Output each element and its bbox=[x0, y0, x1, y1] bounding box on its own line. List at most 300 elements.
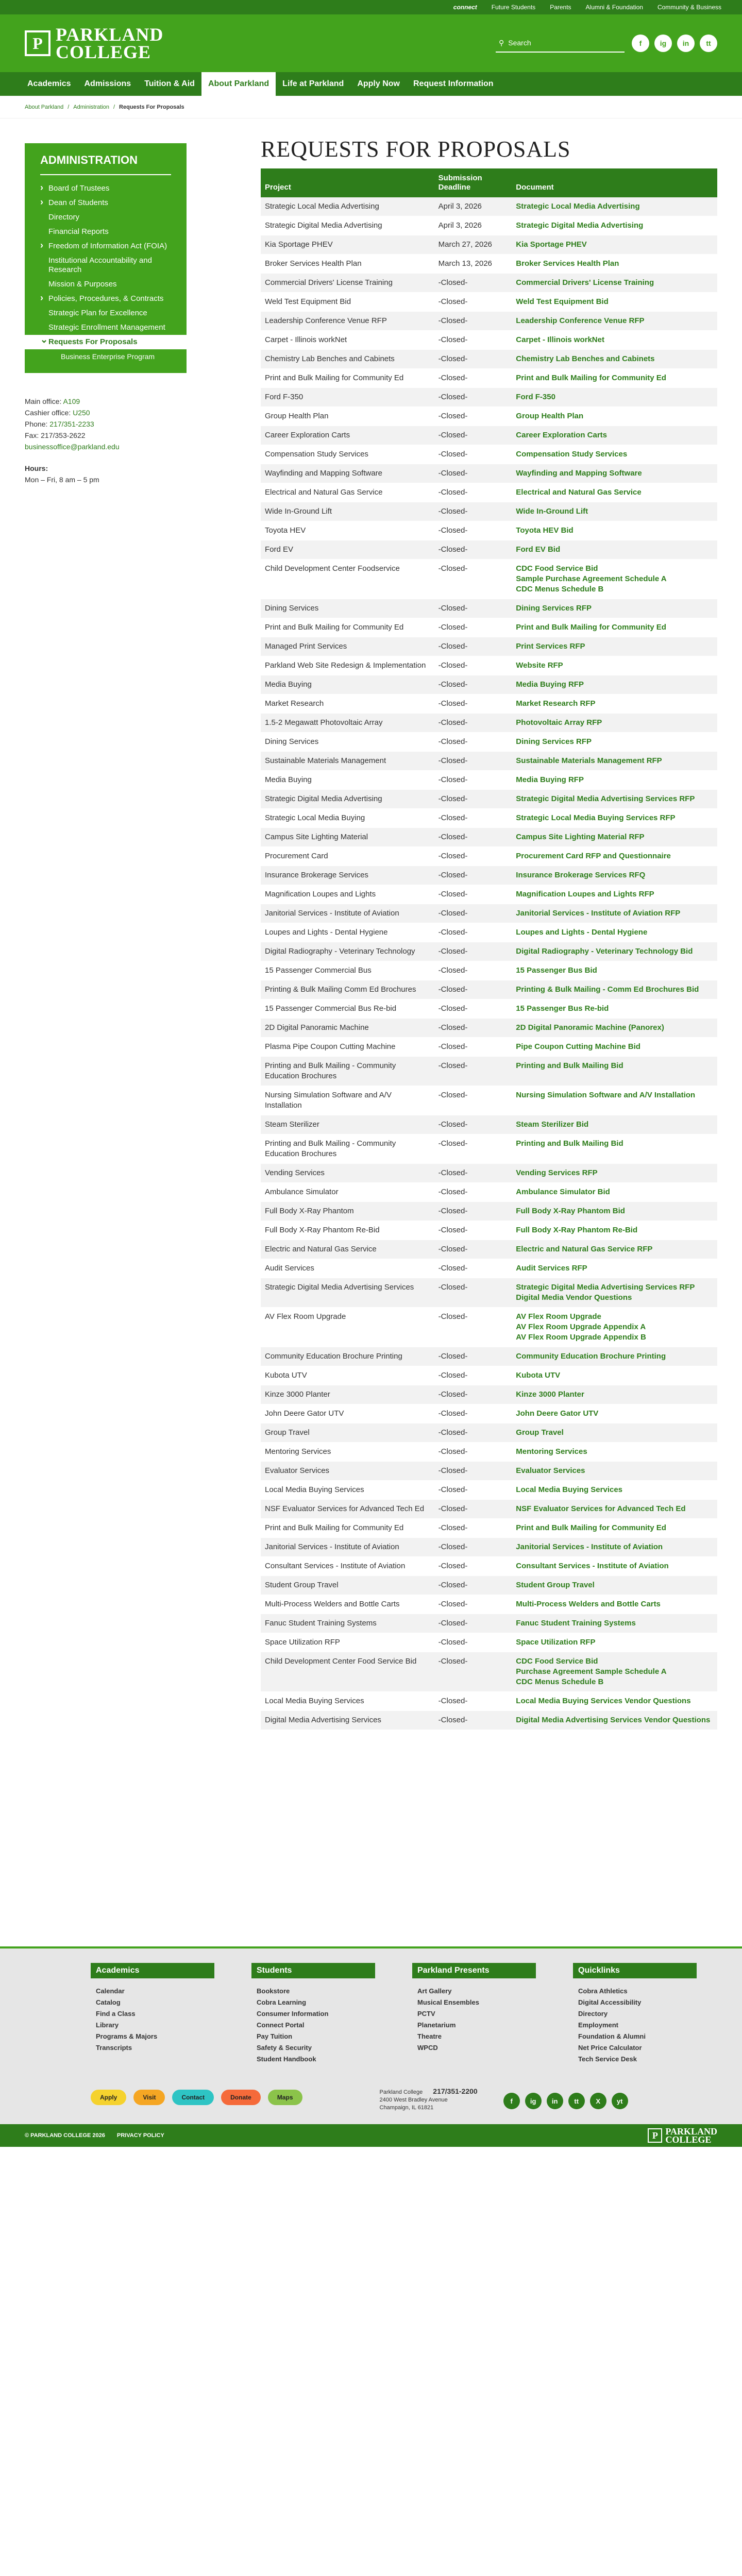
utility-link-alumni[interactable]: Alumni & Foundation bbox=[585, 4, 643, 11]
table-row bbox=[261, 790, 717, 809]
document-link[interactable]: Ford F-350 bbox=[516, 393, 555, 401]
deadline-cell: -Closed- bbox=[434, 656, 512, 675]
contact-button[interactable]: Contact bbox=[172, 2090, 214, 2105]
deadline-cell: -Closed- bbox=[434, 1692, 512, 1711]
utility-link-community[interactable]: Community & Business bbox=[657, 4, 721, 11]
footer-link-transcripts[interactable]: Transcripts bbox=[96, 2044, 132, 2052]
project-cell: Steam Sterilizer bbox=[261, 1115, 434, 1134]
document-link[interactable]: CDC Food Service Bid bbox=[516, 564, 598, 573]
footer-link-connect-portal[interactable]: Connect Portal bbox=[257, 2021, 305, 2029]
deadline-cell: -Closed- bbox=[434, 1164, 512, 1183]
document-cell bbox=[512, 1057, 717, 1086]
deadline-cell: -Closed- bbox=[434, 752, 512, 771]
footer-link-musical-ensembles[interactable]: Musical Ensembles bbox=[417, 1998, 479, 2006]
document-link[interactable]: AV Flex Room Upgrade bbox=[516, 1312, 601, 1321]
project-cell: Space Utilization RFP bbox=[261, 1633, 434, 1652]
deadline-cell: -Closed- bbox=[434, 714, 512, 733]
project-cell: Chemistry Lab Benches and Cabinets bbox=[261, 350, 434, 369]
deadline-cell: -Closed- bbox=[434, 1057, 512, 1086]
document-link[interactable]: Printing and Bulk Mailing Bid bbox=[516, 1139, 623, 1148]
document-link[interactable]: Full Body X-Ray Phantom Bid bbox=[516, 1207, 625, 1215]
column-header-document: Document bbox=[512, 168, 717, 197]
deadline-cell: -Closed- bbox=[434, 1038, 512, 1057]
sidebar bbox=[25, 143, 187, 1946]
sidebar-item-strategic-plan-for-excellence[interactable]: Strategic Plan for Excellence bbox=[48, 309, 147, 317]
document-link[interactable]: NSF Evaluator Services for Advanced Tech Ed bbox=[516, 1504, 686, 1513]
document-link[interactable]: Space Utilization RFP bbox=[516, 1638, 596, 1647]
table-header-row bbox=[261, 168, 717, 197]
document-cell bbox=[512, 1086, 717, 1115]
deadline-cell: -Closed- bbox=[434, 1221, 512, 1240]
project-cell: Printing and Bulk Mailing - Community Education Brochures bbox=[261, 1057, 434, 1086]
document-cell bbox=[512, 599, 717, 618]
document-link[interactable]: Toyota HEV Bid bbox=[516, 526, 574, 535]
deadline-cell: -Closed- bbox=[434, 1595, 512, 1614]
footer-link-find-a-class[interactable]: Find a Class bbox=[96, 2010, 136, 2018]
linkedin-icon[interactable]: in bbox=[677, 35, 695, 52]
project-cell: Strategic Local Media Advertising bbox=[261, 197, 434, 216]
document-link[interactable]: Compensation Study Services bbox=[516, 450, 628, 459]
document-link[interactable]: AV Flex Room Upgrade Appendix B bbox=[516, 1333, 646, 1342]
document-cell bbox=[512, 1240, 717, 1259]
document-link[interactable]: Digital Media Vendor Questions bbox=[516, 1293, 632, 1302]
project-cell: Local Media Buying Services bbox=[261, 1692, 434, 1711]
sidebar-item-requests-for-proposals[interactable]: ⌄ Requests For Proposals bbox=[25, 335, 187, 349]
project-cell: NSF Evaluator Services for Advanced Tech Ed bbox=[261, 1500, 434, 1519]
footer-link-library[interactable]: Library bbox=[96, 2021, 119, 2029]
project-cell: Community Education Brochure Printing bbox=[261, 1347, 434, 1366]
footer-phone[interactable]: 217/351-2200 bbox=[433, 2087, 478, 2095]
document-link[interactable]: Wide In-Ground Lift bbox=[516, 507, 588, 516]
project-cell: Printing & Bulk Mailing Comm Ed Brochures bbox=[261, 980, 434, 999]
utility-link-parents[interactable]: Parents bbox=[550, 4, 571, 11]
document-link[interactable]: Electric and Natural Gas Service RFP bbox=[516, 1245, 653, 1253]
nav-academics[interactable]: Academics bbox=[27, 79, 71, 88]
nav-admissions[interactable]: Admissions bbox=[84, 79, 131, 88]
document-link[interactable]: Sustainable Materials Management RFP bbox=[516, 756, 662, 765]
document-link[interactable]: Local Media Buying Services bbox=[516, 1485, 623, 1494]
nav-tuition-aid[interactable]: Tuition & Aid bbox=[144, 79, 195, 88]
table-row bbox=[261, 1164, 717, 1183]
document-cell bbox=[512, 885, 717, 904]
sidebar-item-mission-purposes[interactable]: Mission & Purposes bbox=[48, 280, 117, 289]
footer-link-directory[interactable]: Directory bbox=[578, 2010, 608, 2018]
document-link[interactable]: Dining Services RFP bbox=[516, 737, 592, 746]
fax: Fax: 217/353-2622 bbox=[25, 431, 86, 439]
facebook-icon[interactable]: f bbox=[632, 35, 649, 52]
table-row bbox=[261, 1462, 717, 1481]
document-link[interactable]: 2D Digital Panoramic Machine (Panorex) bbox=[516, 1023, 664, 1032]
document-link[interactable]: Digital Media Advertising Services Vendor Questions bbox=[516, 1716, 711, 1724]
footer-link-bookstore[interactable]: Bookstore bbox=[257, 1987, 290, 1995]
project-cell: Leadership Conference Venue RFP bbox=[261, 312, 434, 331]
footer-link-pay-tuition[interactable]: Pay Tuition bbox=[257, 2032, 293, 2040]
document-link[interactable]: Purchase Agreement Sample Schedule A bbox=[516, 1667, 667, 1676]
project-cell: Parkland Web Site Redesign & Implementation bbox=[261, 656, 434, 675]
nav-about-parkland[interactable]: About Parkland bbox=[201, 72, 276, 96]
nav-apply-now[interactable]: Apply Now bbox=[357, 79, 400, 88]
deadline-cell: -Closed- bbox=[434, 540, 512, 560]
deadline-cell: -Closed- bbox=[434, 599, 512, 618]
document-link[interactable]: Ford EV Bid bbox=[516, 545, 561, 554]
document-link[interactable]: Multi-Process Welders and Bottle Carts bbox=[516, 1600, 661, 1608]
document-link[interactable]: Nursing Simulation Software and A/V Installation bbox=[516, 1091, 696, 1099]
document-link[interactable]: CDC Menus Schedule B bbox=[516, 585, 604, 594]
footer-link-pctv[interactable]: PCTV bbox=[417, 2010, 435, 2018]
document-cell bbox=[512, 274, 717, 293]
address-line-1: 2400 West Bradley Avenue bbox=[379, 2097, 448, 2103]
deadline-cell: -Closed- bbox=[434, 560, 512, 599]
document-link[interactable]: Ambulance Simulator Bid bbox=[516, 1188, 610, 1196]
document-link[interactable]: Sample Purchase Agreement Schedule A bbox=[516, 574, 667, 583]
table-row bbox=[261, 1308, 717, 1347]
table-row bbox=[261, 1576, 717, 1595]
sidebar-item-strategic-enrollment-management[interactable]: Strategic Enrollment Management bbox=[48, 323, 165, 332]
deadline-cell: -Closed- bbox=[434, 1019, 512, 1038]
document-link[interactable]: Local Media Buying Services Vendor Questions bbox=[516, 1697, 691, 1705]
document-link[interactable]: Print and Bulk Mailing for Community Ed bbox=[516, 374, 666, 382]
footer-columns bbox=[91, 1963, 717, 2065]
footer-link-student-handbook[interactable]: Student Handbook bbox=[257, 2055, 316, 2063]
document-link[interactable]: Student Group Travel bbox=[516, 1581, 595, 1589]
project-cell: Electrical and Natural Gas Service bbox=[261, 483, 434, 502]
cashier-office-link[interactable]: U250 bbox=[73, 409, 90, 417]
deadline-cell: -Closed- bbox=[434, 483, 512, 502]
document-link[interactable]: Print Services RFP bbox=[516, 642, 585, 651]
document-link[interactable]: Loupes and Lights - Dental Hygiene bbox=[516, 928, 648, 937]
footer-link-employment[interactable]: Employment bbox=[578, 2021, 619, 2029]
document-cell bbox=[512, 255, 717, 274]
project-cell: Managed Print Services bbox=[261, 637, 434, 656]
document-link[interactable]: Printing and Bulk Mailing Bid bbox=[516, 1061, 623, 1070]
maps-button[interactable]: Maps bbox=[268, 2090, 302, 2105]
document-link[interactable]: Magnification Loupes and Lights RFP bbox=[516, 890, 654, 899]
footer-link-cobra-learning[interactable]: Cobra Learning bbox=[257, 1998, 307, 2006]
document-cell bbox=[512, 1366, 717, 1385]
document-link[interactable]: Chemistry Lab Benches and Cabinets bbox=[516, 354, 655, 363]
project-cell: Consultant Services - Institute of Aviation bbox=[261, 1557, 434, 1576]
document-cell bbox=[512, 388, 717, 407]
table-row bbox=[261, 445, 717, 464]
document-link[interactable]: Group Health Plan bbox=[516, 412, 584, 420]
nav-life-at-parkland[interactable]: Life at Parkland bbox=[282, 79, 344, 88]
project-cell: Kia Sportage PHEV bbox=[261, 235, 434, 255]
document-cell bbox=[512, 1221, 717, 1240]
document-link[interactable]: Janitorial Services - Institute of Aviation RFP bbox=[516, 909, 681, 918]
document-link[interactable]: Pipe Coupon Cutting Machine Bid bbox=[516, 1042, 640, 1051]
document-cell bbox=[512, 866, 717, 885]
sidebar-item-freedom-of-information-act-foia[interactable]: › Freedom of Information Act (FOIA) bbox=[40, 239, 171, 253]
table-row bbox=[261, 923, 717, 942]
document-link[interactable]: Carpet - Illinois workNet bbox=[516, 335, 604, 344]
document-link[interactable]: Website RFP bbox=[516, 661, 563, 670]
sidebar-item-policies-procedures-contracts[interactable]: › Policies, Procedures, & Contracts bbox=[40, 292, 171, 306]
footer-link-programs-majors[interactable]: Programs & Majors bbox=[96, 2032, 158, 2040]
project-cell: Fanuc Student Training Systems bbox=[261, 1614, 434, 1633]
table-row bbox=[261, 1347, 717, 1366]
document-link[interactable]: Media Buying RFP bbox=[516, 775, 584, 784]
deadline-cell: -Closed- bbox=[434, 388, 512, 407]
document-link[interactable]: Group Travel bbox=[516, 1428, 564, 1437]
instagram-icon[interactable]: ig bbox=[525, 2093, 542, 2109]
tiktok-icon[interactable]: tt bbox=[568, 2093, 585, 2109]
footer-link-theatre[interactable]: Theatre bbox=[417, 2032, 442, 2040]
project-cell: Toyota HEV bbox=[261, 521, 434, 540]
document-link[interactable]: Strategic Digital Media Advertising bbox=[516, 221, 644, 230]
project-cell: Compensation Study Services bbox=[261, 445, 434, 464]
x-icon[interactable]: X bbox=[590, 2093, 606, 2109]
project-cell: Kinze 3000 Planter bbox=[261, 1385, 434, 1404]
document-link[interactable]: Leadership Conference Venue RFP bbox=[516, 316, 645, 325]
document-link[interactable]: Career Exploration Carts bbox=[516, 431, 608, 439]
apply-button[interactable]: Apply bbox=[91, 2090, 126, 2105]
table-row bbox=[261, 752, 717, 771]
deadline-cell: -Closed- bbox=[434, 331, 512, 350]
document-link[interactable]: Printing & Bulk Mailing - Comm Ed Brochures Bid bbox=[516, 985, 699, 994]
sidebar-item-board-of-trustees[interactable]: › Board of Trustees bbox=[40, 181, 171, 196]
document-link[interactable]: Media Buying RFP bbox=[516, 680, 584, 689]
footer-link-catalog[interactable]: Catalog bbox=[96, 1998, 121, 2006]
document-link[interactable]: Vending Services RFP bbox=[516, 1168, 598, 1177]
utility-link-future-students[interactable]: Future Students bbox=[491, 4, 536, 11]
footer-link-calendar[interactable]: Calendar bbox=[96, 1987, 125, 1995]
search-icon[interactable]: ⚲ bbox=[499, 38, 504, 47]
footer-link-foundation-alumni[interactable]: Foundation & Alumni bbox=[578, 2032, 646, 2040]
deadline-cell: -Closed- bbox=[434, 733, 512, 752]
phone-link[interactable]: 217/351-2233 bbox=[49, 420, 94, 428]
document-link[interactable]: Market Research RFP bbox=[516, 699, 596, 708]
footer-link-consumer-information[interactable]: Consumer Information bbox=[257, 2010, 329, 2018]
table-row bbox=[261, 1134, 717, 1164]
document-link[interactable]: Print and Bulk Mailing for Community Ed bbox=[516, 1523, 666, 1532]
deadline-cell: -Closed- bbox=[434, 904, 512, 923]
project-cell: AV Flex Room Upgrade bbox=[261, 1308, 434, 1347]
deadline-cell: -Closed- bbox=[434, 464, 512, 483]
instagram-icon[interactable]: ig bbox=[654, 35, 672, 52]
table-row bbox=[261, 540, 717, 560]
document-cell bbox=[512, 1385, 717, 1404]
document-cell bbox=[512, 1538, 717, 1557]
table-row bbox=[261, 255, 717, 274]
document-link[interactable]: Campus Site Lighting Material RFP bbox=[516, 833, 645, 841]
document-link[interactable]: Photovoltaic Array RFP bbox=[516, 718, 602, 727]
deadline-cell: March 13, 2026 bbox=[434, 255, 512, 274]
sidebar-item-business-enterprise-program[interactable]: Business Enterprise Program bbox=[61, 352, 155, 361]
document-link[interactable]: CDC Menus Schedule B bbox=[516, 1677, 604, 1686]
document-cell bbox=[512, 733, 717, 752]
project-cell: Vending Services bbox=[261, 1164, 434, 1183]
breadcrumb-administration[interactable]: Administration bbox=[73, 104, 109, 110]
facebook-icon[interactable]: f bbox=[503, 2093, 520, 2109]
document-cell bbox=[512, 714, 717, 733]
donate-button[interactable]: Donate bbox=[221, 2090, 261, 2105]
nav-request-information[interactable]: Request Information bbox=[413, 79, 494, 88]
deadline-cell: -Closed- bbox=[434, 637, 512, 656]
table-row bbox=[261, 388, 717, 407]
document-link[interactable]: Electrical and Natural Gas Service bbox=[516, 488, 642, 497]
document-link[interactable]: Steam Sterilizer Bid bbox=[516, 1120, 589, 1129]
footer-link-net-price-calculator[interactable]: Net Price Calculator bbox=[578, 2044, 642, 2052]
content-spacer bbox=[261, 1730, 717, 1946]
footer-link-digital-accessibility[interactable]: Digital Accessibility bbox=[578, 1998, 642, 2006]
document-link[interactable]: Weld Test Equipment Bid bbox=[516, 297, 609, 306]
footer-column-title: Academics bbox=[91, 1963, 214, 1978]
document-link[interactable]: Broker Services Health Plan bbox=[516, 259, 619, 268]
deadline-cell: March 27, 2026 bbox=[434, 235, 512, 255]
rfp-table bbox=[261, 168, 717, 1730]
document-link[interactable]: Kinze 3000 Planter bbox=[516, 1390, 584, 1399]
project-cell: 15 Passenger Commercial Bus bbox=[261, 961, 434, 980]
document-cell bbox=[512, 407, 717, 426]
document-link[interactable]: Audit Services RFP bbox=[516, 1264, 587, 1273]
project-cell: Strategic Digital Media Advertising bbox=[261, 790, 434, 809]
sidebar-item-institutional-accountability-and-research[interactable]: Institutional Accountability and Research bbox=[48, 256, 152, 274]
document-link[interactable]: John Deere Gator UTV bbox=[516, 1409, 599, 1418]
address-name: Parkland College 217/351-2200 bbox=[379, 2087, 478, 2095]
logo-mark: P bbox=[25, 30, 50, 56]
project-cell: Child Development Center Food Service Bid bbox=[261, 1652, 434, 1692]
document-cell bbox=[512, 809, 717, 828]
document-link[interactable]: Janitorial Services - Institute of Aviation bbox=[516, 1543, 663, 1551]
table-row bbox=[261, 714, 717, 733]
deadline-cell: -Closed- bbox=[434, 1134, 512, 1164]
table-row bbox=[261, 1557, 717, 1576]
document-cell bbox=[512, 1259, 717, 1278]
breadcrumb-about-parkland[interactable]: About Parkland bbox=[25, 104, 64, 110]
breadcrumb-current: Requests For Proposals bbox=[119, 104, 184, 110]
table-row bbox=[261, 885, 717, 904]
deadline-cell: -Closed- bbox=[434, 1278, 512, 1308]
site-header bbox=[0, 14, 742, 72]
deadline-cell: -Closed- bbox=[434, 1308, 512, 1347]
sidebar-item-directory[interactable]: Directory bbox=[48, 213, 80, 222]
footer-link-tech-service-desk[interactable]: Tech Service Desk bbox=[578, 2055, 637, 2063]
main-content bbox=[261, 136, 717, 1946]
footer-column-parkland-presents bbox=[412, 1963, 536, 2065]
document-link[interactable]: Procurement Card RFP and Questionnaire bbox=[516, 852, 671, 860]
linkedin-icon[interactable]: in bbox=[547, 2093, 563, 2109]
project-cell: Broker Services Health Plan bbox=[261, 255, 434, 274]
table-row bbox=[261, 1366, 717, 1385]
project-cell: 1.5-2 Megawatt Photovoltaic Array bbox=[261, 714, 434, 733]
document-link[interactable]: Mentoring Services bbox=[516, 1447, 587, 1456]
footer-link-planetarium[interactable]: Planetarium bbox=[417, 2021, 456, 2029]
parkland-logo[interactable] bbox=[25, 26, 163, 61]
footer-link-art-gallery[interactable]: Art Gallery bbox=[417, 1987, 452, 1995]
document-cell bbox=[512, 560, 717, 599]
deadline-cell: -Closed- bbox=[434, 1404, 512, 1423]
document-link[interactable]: Wayfinding and Mapping Software bbox=[516, 469, 642, 478]
footer-logo[interactable] bbox=[648, 2127, 717, 2144]
tiktok-icon[interactable]: tt bbox=[700, 35, 717, 52]
document-cell bbox=[512, 216, 717, 235]
document-link[interactable]: Strategic Local Media Buying Services RFP bbox=[516, 814, 676, 822]
project-cell: Janitorial Services - Institute of Aviation bbox=[261, 1538, 434, 1557]
project-cell: Campus Site Lighting Material bbox=[261, 828, 434, 847]
document-link[interactable]: Digital Radiography - Veterinary Technology Bid bbox=[516, 947, 693, 956]
document-link[interactable]: Strategic Digital Media Advertising Services RFP bbox=[516, 1283, 695, 1292]
project-cell: Evaluator Services bbox=[261, 1462, 434, 1481]
document-link[interactable]: 15 Passenger Bus Re-bid bbox=[516, 1004, 609, 1013]
document-link[interactable]: Print and Bulk Mailing for Community Ed bbox=[516, 623, 666, 632]
document-cell bbox=[512, 1576, 717, 1595]
footer-address bbox=[380, 2088, 478, 2112]
email-link[interactable]: businessoffice@parkland.edu bbox=[25, 443, 120, 451]
document-link[interactable]: Commercial Drivers' License Training bbox=[516, 278, 654, 287]
deadline-cell: -Closed- bbox=[434, 942, 512, 961]
document-link[interactable]: Insurance Brokerage Services RFQ bbox=[516, 871, 646, 879]
table-row bbox=[261, 1221, 717, 1240]
main-office-link[interactable]: A109 bbox=[63, 397, 80, 405]
visit-button[interactable]: Visit bbox=[133, 2090, 165, 2105]
youtube-icon[interactable]: yt bbox=[612, 2093, 628, 2109]
document-link[interactable]: Fanuc Student Training Systems bbox=[516, 1619, 636, 1628]
document-cell bbox=[512, 1019, 717, 1038]
document-link[interactable]: Community Education Brochure Printing bbox=[516, 1352, 666, 1361]
footer-column-academics bbox=[91, 1963, 214, 2065]
hours-label: Hours: bbox=[25, 464, 48, 472]
privacy-policy-link[interactable]: PRIVACY POLICY bbox=[116, 2132, 164, 2139]
document-cell bbox=[512, 540, 717, 560]
sidebar-item-dean-of-students[interactable]: › Dean of Students bbox=[40, 196, 171, 210]
document-link[interactable]: 15 Passenger Bus Bid bbox=[516, 966, 597, 975]
table-row bbox=[261, 1481, 717, 1500]
document-cell bbox=[512, 1519, 717, 1538]
deadline-cell: -Closed- bbox=[434, 618, 512, 637]
table-row bbox=[261, 1019, 717, 1038]
table-row bbox=[261, 293, 717, 312]
deadline-cell: -Closed- bbox=[434, 771, 512, 790]
search-input[interactable] bbox=[508, 39, 611, 47]
document-cell bbox=[512, 312, 717, 331]
document-cell bbox=[512, 1614, 717, 1633]
project-cell: Strategic Digital Media Advertising bbox=[261, 216, 434, 235]
deadline-cell: -Closed- bbox=[434, 847, 512, 866]
document-link[interactable]: Kubota UTV bbox=[516, 1371, 561, 1380]
document-link[interactable]: Evaluator Services bbox=[516, 1466, 585, 1475]
table-row bbox=[261, 1692, 717, 1711]
deadline-cell: -Closed- bbox=[434, 790, 512, 809]
document-cell bbox=[512, 1134, 717, 1164]
document-cell bbox=[512, 847, 717, 866]
table-row bbox=[261, 1633, 717, 1652]
project-cell: Full Body X-Ray Phantom bbox=[261, 1202, 434, 1221]
document-link[interactable]: Strategic Local Media Advertising bbox=[516, 202, 640, 211]
document-cell bbox=[512, 1652, 717, 1692]
document-link[interactable]: Full Body X-Ray Phantom Re-Bid bbox=[516, 1226, 638, 1234]
document-cell bbox=[512, 235, 717, 255]
table-row bbox=[261, 618, 717, 637]
project-cell: Ford EV bbox=[261, 540, 434, 560]
deadline-cell: -Closed- bbox=[434, 1557, 512, 1576]
table-row bbox=[261, 502, 717, 521]
table-row bbox=[261, 866, 717, 885]
footer-link-wpcd[interactable]: WPCD bbox=[417, 2044, 438, 2052]
project-cell: John Deere Gator UTV bbox=[261, 1404, 434, 1423]
footer-link-cobra-athletics[interactable]: Cobra Athletics bbox=[578, 1987, 628, 1995]
document-link[interactable]: Consultant Services - Institute of Aviation bbox=[516, 1562, 669, 1570]
document-link[interactable]: AV Flex Room Upgrade Appendix A bbox=[516, 1323, 646, 1331]
document-link[interactable]: CDC Food Service Bid bbox=[516, 1657, 598, 1666]
sidebar-item-financial-reports[interactable]: Financial Reports bbox=[48, 227, 109, 236]
document-link[interactable]: Strategic Digital Media Advertising Services RFP bbox=[516, 794, 695, 803]
document-link[interactable]: Kia Sportage PHEV bbox=[516, 240, 587, 249]
project-cell: Ford F-350 bbox=[261, 388, 434, 407]
connect-link[interactable]: connect bbox=[453, 4, 477, 11]
table-row bbox=[261, 407, 717, 426]
document-link[interactable]: Dining Services RFP bbox=[516, 604, 592, 613]
footer-link-safety-security[interactable]: Safety & Security bbox=[257, 2044, 312, 2052]
